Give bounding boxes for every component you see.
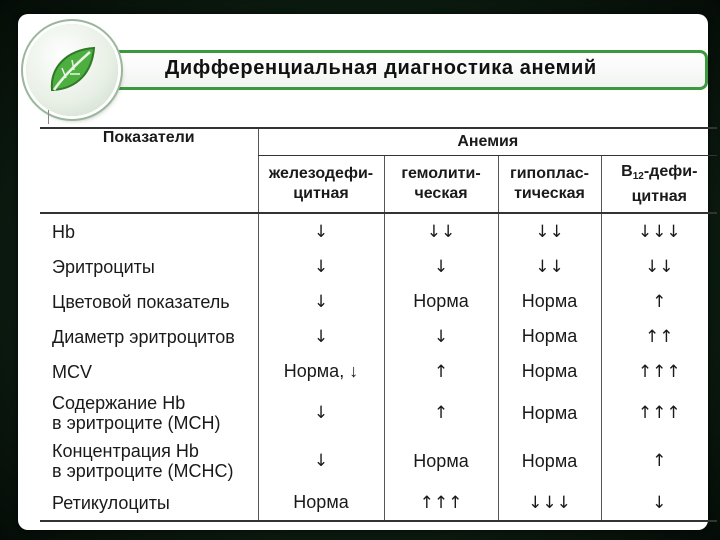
table-cell: ↓↓ <box>601 249 717 284</box>
table-row <box>40 389 717 437</box>
table-cell: ↑ <box>384 354 498 389</box>
table-cell: ↑ <box>601 284 717 319</box>
table-cell: ↓ <box>384 319 498 354</box>
table-cell: ↓ <box>258 249 384 284</box>
column-header-line: B <box>621 162 633 180</box>
table-cell: ↓↓ <box>498 249 601 284</box>
row-label <box>40 389 258 437</box>
column-header-line: ческая <box>414 185 468 202</box>
table-cell: ↑ <box>384 389 498 437</box>
row-label-line: в эритроците (MCHC) <box>52 461 234 481</box>
row-label: Цветовой показатель <box>52 291 230 312</box>
table-row <box>40 354 717 389</box>
row-label-line: в эритроците (MCH) <box>52 413 221 433</box>
row-label: Эритроциты <box>52 256 155 277</box>
table-cell: ↓ <box>384 249 498 284</box>
row-label: MCV <box>52 361 92 382</box>
column-header-line: железодефи- <box>268 165 374 182</box>
table-cell: ↓ <box>258 437 384 485</box>
table-cell: ↓ <box>258 213 384 249</box>
column-header-line: цитная <box>293 185 349 202</box>
column-header-line: гемолити- <box>401 165 481 182</box>
table-cell: Норма <box>498 437 601 485</box>
table-row <box>40 437 717 485</box>
row-label: Ретикулоциты <box>40 485 258 521</box>
table-cell: ↓ <box>258 284 384 319</box>
column-header-line: цитная <box>631 187 687 205</box>
table-cell: Норма, ↓ <box>258 354 384 389</box>
table-cell: Норма <box>258 485 384 521</box>
row-label <box>40 437 258 485</box>
table-cell: ↓↓↓ <box>601 213 717 249</box>
slide-title: Дифференциальная диагностика анемий <box>165 57 597 79</box>
anemia-diagnosis-table <box>40 127 717 522</box>
row-label: Hb <box>52 221 76 242</box>
table-cell: ↑ <box>601 437 717 485</box>
slide-canvas <box>18 14 708 530</box>
table-cell: ↑↑↑ <box>601 389 717 437</box>
table-cell: ↓ <box>258 389 384 437</box>
column-header-subscript: 12 <box>632 170 644 182</box>
table-cell: ↑↑ <box>601 319 717 354</box>
title-bar <box>70 50 708 90</box>
table-cell: ↑↑↑ <box>601 354 717 389</box>
leaf-logo-icon <box>26 24 118 116</box>
column-header-line: тическая <box>514 185 585 202</box>
column-header-b12-deficiency <box>601 156 717 214</box>
table-cell: Норма <box>498 284 601 319</box>
table-row <box>40 319 717 354</box>
table-cell: Норма <box>498 389 601 437</box>
row-label: Диаметр эритроцитов <box>52 326 235 347</box>
column-header-hypoplastic <box>498 156 601 214</box>
table-cell: ↓ <box>258 319 384 354</box>
anemia-group-header: Анемия <box>258 128 717 156</box>
table-cell: Норма <box>498 354 601 389</box>
decorative-line <box>48 110 49 124</box>
table-cell: ↓↓ <box>498 213 601 249</box>
table-cell: ↓ <box>601 485 717 521</box>
column-header-line: -дефи- <box>643 162 698 180</box>
table-cell: Норма <box>384 437 498 485</box>
table-cell: Норма <box>498 319 601 354</box>
table-row <box>40 213 717 249</box>
table-row <box>40 485 717 521</box>
table-cell: Норма <box>384 284 498 319</box>
table-cell: ↓↓ <box>384 213 498 249</box>
table-row <box>40 284 717 319</box>
column-header-line: гипоплас- <box>510 165 589 182</box>
row-label-line: Концентрация Hb <box>52 441 199 461</box>
indicator-header: Показатели <box>40 128 258 213</box>
column-header-iron-deficiency <box>258 156 384 214</box>
table-cell: ↑↑↑ <box>384 485 498 521</box>
column-header-hemolytic <box>384 156 498 214</box>
table-cell: ↓↓↓ <box>498 485 601 521</box>
row-label-line: Содержание Hb <box>52 393 186 413</box>
table-row <box>40 249 717 284</box>
